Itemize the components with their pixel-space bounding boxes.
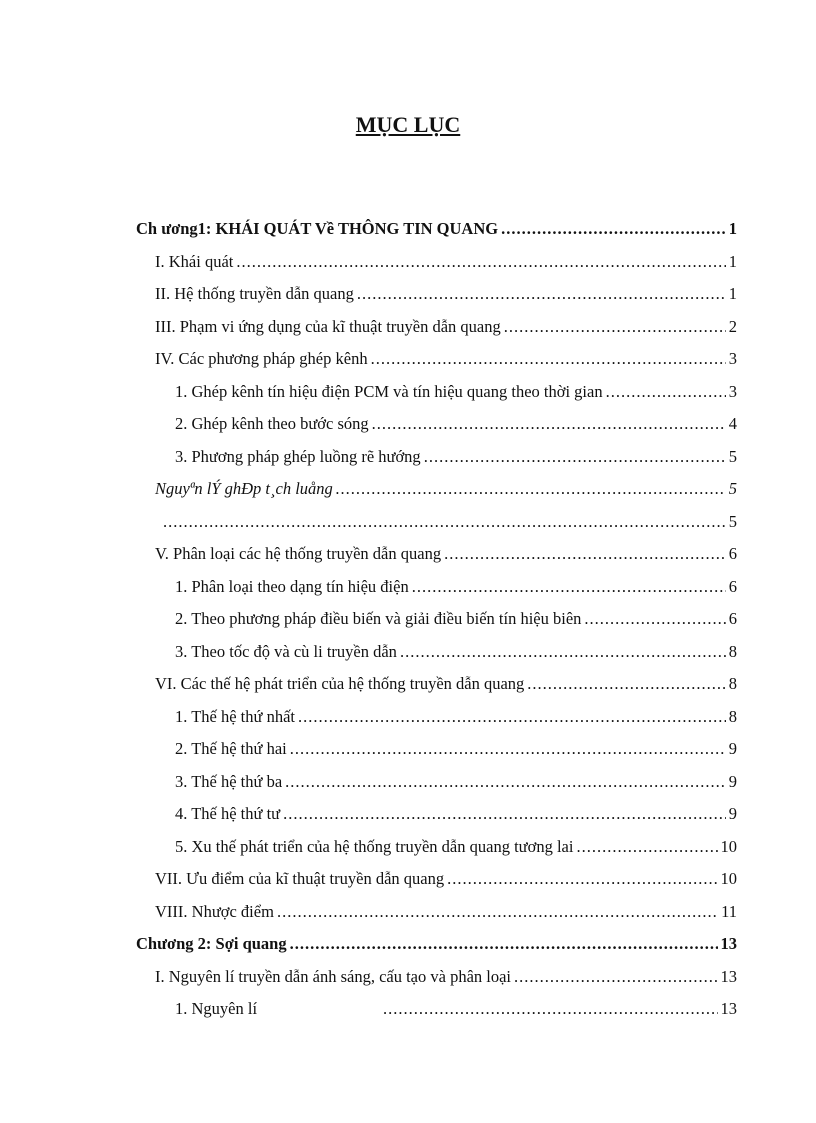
toc-entry-label: VIII. Nhược điểm [155,901,274,921]
toc-entry[interactable] [0,831,737,864]
toc-entry-page: 6 [728,609,737,629]
toc-entry[interactable] [0,408,737,441]
toc-entry-label: 3. Thế hệ thứ ba [175,771,283,791]
toc-entry[interactable] [0,863,737,896]
toc-entry-page: 8 [728,641,737,661]
toc-entry[interactable] [0,246,737,279]
dot-leader [424,447,726,467]
toc-entry[interactable] [0,506,737,539]
toc-entry-page: 10 [720,869,737,889]
dot-leader [527,674,725,694]
toc-entry-label: I. Khái quát [155,251,234,271]
toc-entry-label: Nguyªn lÝ ghÐp t¸ch luång [155,479,333,499]
toc-entry-label: 5. Xu thế phát triển của hệ thống truyền dẫn quang tương lai [175,836,574,856]
toc-entry-page: 6 [728,576,737,596]
toc-entry-label: 3. Theo tốc độ và cù li truyền dẫn [175,641,397,661]
toc-entry[interactable] [0,798,737,831]
toc-entry[interactable] [0,701,737,734]
toc-entry[interactable] [0,571,737,604]
toc-entry-page: 3 [728,349,737,369]
toc-entry-page: 5 [728,479,737,499]
toc-entry[interactable] [0,766,737,799]
toc-entry[interactable] [0,603,737,636]
toc-entry-label: I. Nguyên lí truyền dẫn ánh sáng, cấu tạo và phân loại [155,966,512,986]
toc-entry[interactable] [0,896,737,929]
toc-entry-label: VI. Các thế hệ phát triển của hệ thống truyền dẫn quang [155,674,525,694]
dot-leader [372,414,726,434]
toc-entry-label: IV. Các phương pháp ghép kênh [155,349,368,369]
toc-entry-page: 2 [728,316,737,336]
toc-entry-page: 5 [728,446,737,466]
toc-entry-label: III. Phạm vi ứng dụng của kĩ thuật truyền dẫn quang [155,316,501,336]
toc-entry-page: 1 [728,251,737,271]
toc-entry-page: 9 [728,771,737,791]
toc-entry-label: II. Hệ thống truyền dẫn quang [155,284,354,304]
dot-leader [444,544,726,564]
toc-entry-label: 2. Thế hệ thứ hai [175,739,287,759]
dot-leader [298,707,726,727]
dot-leader [504,317,726,337]
toc-entry-page: 11 [721,901,737,921]
dot-leader [236,252,725,272]
dot-leader [412,577,726,597]
dot-leader [514,967,717,987]
toc-entry[interactable] [0,278,737,311]
dot-leader [283,804,726,824]
dot-leader [290,739,726,759]
toc-entry-label: Chương 2: Sợi quang [136,934,287,954]
table-of-contents [0,213,816,1026]
dot-leader [584,609,725,629]
toc-entry-page: 9 [728,804,737,824]
dot-leader [357,284,726,304]
toc-entry[interactable] [0,473,737,506]
toc-entry-page: 8 [728,674,737,694]
toc-entry-page: 1 [728,219,737,239]
toc-entry[interactable] [0,311,737,344]
toc-entry-page: 6 [728,544,737,564]
toc-entry[interactable] [0,441,737,474]
toc-entry[interactable] [0,636,737,669]
dot-leader [163,512,726,532]
toc-entry-page: 13 [720,966,737,986]
toc-entry[interactable] [0,213,737,246]
toc-entry-page: 9 [728,739,737,759]
toc-entry-label: 1. Ghép kênh tín hiệu điện PCM và tín hiệu quang theo thời gian [175,381,603,401]
toc-entry[interactable] [0,538,737,571]
toc-entry-label: 1. Phân loại theo dạng tín hiệu điện [175,576,409,596]
toc-entry[interactable] [0,733,737,766]
toc-entry[interactable] [0,376,737,409]
toc-entry-page: 3 [728,381,737,401]
toc-entry-label: 1. Nguyên lí [175,999,258,1019]
toc-entry-page: 1 [728,284,737,304]
dot-leader [371,349,726,369]
toc-entry[interactable] [0,961,737,994]
dot-leader [606,382,726,402]
dot-leader [447,869,717,889]
dot-leader [400,642,726,662]
toc-entry-label: 3. Phương pháp ghép luồng rẽ hướng [175,446,421,466]
toc-entry-label: VII. Ưu điểm của kĩ thuật truyền dẫn quang [155,869,445,889]
toc-entry-page: 8 [728,706,737,726]
toc-entry-label: 4. Thế hệ thứ tư [175,804,281,824]
toc-entry[interactable] [0,993,737,1026]
toc-entry-page: 10 [720,836,737,856]
dot-leader [383,999,718,1019]
toc-entry-page: 5 [728,511,737,531]
dot-leader [501,219,726,239]
toc-entry-label: 2. Theo phương pháp điều biến và giải điều biến tín hiệu biên [175,609,582,629]
toc-entry-label: 2. Ghép kênh theo bước sóng [175,414,369,434]
toc-entry-label: V. Phân loại các hệ thống truyền dẫn quang [155,544,442,564]
toc-entry-label: 1. Thế hệ thứ nhất [175,706,295,726]
dot-leader [277,902,718,922]
toc-entry[interactable] [0,668,737,701]
toc-entry-page: 13 [720,999,737,1019]
dot-leader [336,479,726,499]
dot-leader [576,837,717,857]
toc-entry-page: 13 [720,934,737,954]
page-title-text: MỤC LỤC [355,112,461,137]
toc-entry[interactable] [0,928,737,961]
dot-leader [285,772,726,792]
toc-entry-page: 4 [728,414,737,434]
dot-leader [290,934,718,954]
toc-entry-label: Ch ương1: KHÁI QUÁT Về THÔNG TIN QUANG [136,219,499,239]
page-title [0,112,816,138]
toc-entry[interactable] [0,343,737,376]
